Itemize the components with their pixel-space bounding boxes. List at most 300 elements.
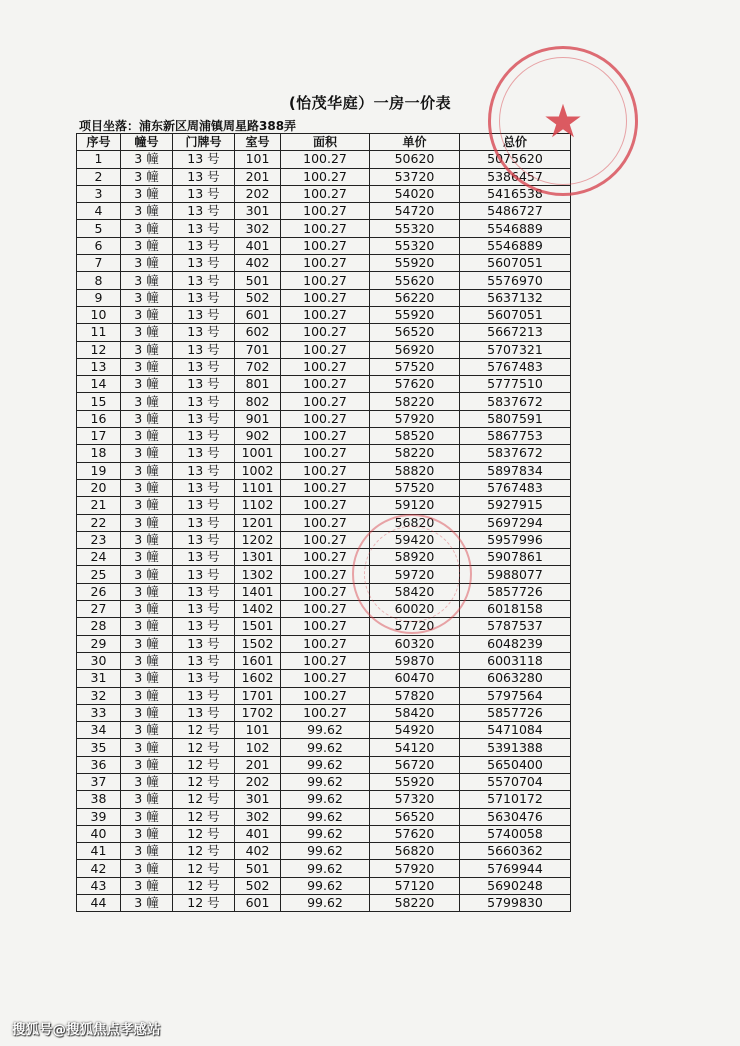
table-row (77, 843, 571, 860)
table-cell: 57520 (370, 358, 460, 375)
table-row (77, 531, 571, 548)
table-cell: 502 (235, 289, 281, 306)
table-row (77, 739, 571, 756)
table-cell: 1101 (235, 479, 281, 496)
table-cell: 12 号 (173, 843, 235, 860)
table-row (77, 376, 571, 393)
table-cell: 3 幢 (121, 687, 173, 704)
table-cell: 3 幢 (121, 808, 173, 825)
table-cell: 5570704 (460, 773, 571, 790)
table-cell: 56520 (370, 324, 460, 341)
table-cell: 100.27 (281, 168, 370, 185)
table-cell: 58220 (370, 895, 460, 912)
table-cell: 59870 (370, 652, 460, 669)
table-cell: 3 幢 (121, 722, 173, 739)
table-cell: 5 (77, 220, 121, 237)
table-cell: 5660362 (460, 843, 571, 860)
table-cell: 58420 (370, 583, 460, 600)
table-cell: 33 (77, 704, 121, 721)
table-cell: 99.62 (281, 895, 370, 912)
table-cell: 44 (77, 895, 121, 912)
header-cell: 幢号 (121, 134, 173, 151)
table-cell: 99.62 (281, 843, 370, 860)
table-cell: 3 幢 (121, 497, 173, 514)
table-cell: 60020 (370, 601, 460, 618)
table-cell: 58220 (370, 445, 460, 462)
table-cell: 6018158 (460, 601, 571, 618)
table-cell: 5707321 (460, 341, 571, 358)
table-cell: 55920 (370, 773, 460, 790)
table-cell: 56720 (370, 756, 460, 773)
table-cell: 58920 (370, 549, 460, 566)
table-cell: 3 幢 (121, 704, 173, 721)
table-cell: 5576970 (460, 272, 571, 289)
table-cell: 5807591 (460, 410, 571, 427)
table-cell: 13 号 (173, 185, 235, 202)
table-cell: 12 号 (173, 791, 235, 808)
table-cell: 3 幢 (121, 220, 173, 237)
table-cell: 3 幢 (121, 376, 173, 393)
table-cell: 5857726 (460, 583, 571, 600)
table-cell: 3 幢 (121, 895, 173, 912)
table-row (77, 808, 571, 825)
table-cell: 3 幢 (121, 583, 173, 600)
table-row (77, 306, 571, 323)
table-cell: 3 幢 (121, 306, 173, 323)
table-row (77, 652, 571, 669)
table-cell: 6003118 (460, 652, 571, 669)
table-cell: 6063280 (460, 670, 571, 687)
table-cell: 1302 (235, 566, 281, 583)
table-row (77, 722, 571, 739)
table-cell: 99.62 (281, 722, 370, 739)
table-cell: 36 (77, 756, 121, 773)
table-cell: 100.27 (281, 566, 370, 583)
table-cell: 301 (235, 203, 281, 220)
table-cell: 100.27 (281, 376, 370, 393)
table-cell: 13 号 (173, 462, 235, 479)
table-cell: 54920 (370, 722, 460, 739)
table-cell: 13 号 (173, 583, 235, 600)
table-cell: 25 (77, 566, 121, 583)
table-row (77, 497, 571, 514)
table-cell: 58820 (370, 462, 460, 479)
table-cell: 57520 (370, 479, 460, 496)
table-cell: 3 幢 (121, 151, 173, 168)
table-row (77, 860, 571, 877)
table-cell: 5740058 (460, 825, 571, 842)
table-cell: 3 幢 (121, 773, 173, 790)
table-cell: 701 (235, 341, 281, 358)
table-cell: 14 (77, 376, 121, 393)
table-cell: 100.27 (281, 306, 370, 323)
table-cell: 5650400 (460, 756, 571, 773)
table-cell: 13 号 (173, 531, 235, 548)
table-cell: 12 号 (173, 739, 235, 756)
table-cell: 100.27 (281, 531, 370, 548)
table-cell: 100.27 (281, 203, 370, 220)
table-row (77, 237, 571, 254)
table-cell: 5391388 (460, 739, 571, 756)
table-cell: 40 (77, 825, 121, 842)
table-cell: 802 (235, 393, 281, 410)
table-cell: 5697294 (460, 514, 571, 531)
table-cell: 100.27 (281, 428, 370, 445)
table-cell: 3 幢 (121, 739, 173, 756)
table-cell: 402 (235, 843, 281, 860)
table-cell: 3 幢 (121, 324, 173, 341)
table-cell: 401 (235, 825, 281, 842)
table-cell: 1402 (235, 601, 281, 618)
table-cell: 100.27 (281, 341, 370, 358)
table-cell: 100.27 (281, 618, 370, 635)
table-row (77, 462, 571, 479)
table-row (77, 428, 571, 445)
table-cell: 201 (235, 168, 281, 185)
header-cell: 单价 (370, 134, 460, 151)
table-cell: 56820 (370, 514, 460, 531)
header-cell: 室号 (235, 134, 281, 151)
table-cell: 3 幢 (121, 566, 173, 583)
table-cell: 5857726 (460, 704, 571, 721)
table-cell: 3 幢 (121, 825, 173, 842)
table-row (77, 220, 571, 237)
table-cell: 99.62 (281, 860, 370, 877)
table-cell: 31 (77, 670, 121, 687)
seal-star-icon: ★ (542, 94, 584, 148)
table-cell: 11 (77, 324, 121, 341)
table-cell: 100.27 (281, 358, 370, 375)
table-cell: 100.27 (281, 601, 370, 618)
table-cell: 42 (77, 860, 121, 877)
table-cell: 1002 (235, 462, 281, 479)
table-cell: 54120 (370, 739, 460, 756)
table-cell: 22 (77, 514, 121, 531)
table-cell: 13 号 (173, 687, 235, 704)
table-cell: 3 幢 (121, 185, 173, 202)
table-cell: 32 (77, 687, 121, 704)
table-cell: 202 (235, 185, 281, 202)
table-cell: 202 (235, 773, 281, 790)
table-row (77, 324, 571, 341)
table-cell: 13 号 (173, 272, 235, 289)
table-cell: 1 (77, 151, 121, 168)
table-cell: 26 (77, 583, 121, 600)
table-cell: 99.62 (281, 825, 370, 842)
table-cell: 13 (77, 358, 121, 375)
table-cell: 38 (77, 791, 121, 808)
table-cell: 55320 (370, 237, 460, 254)
table-cell: 57320 (370, 791, 460, 808)
table-cell: 801 (235, 376, 281, 393)
table-cell: 12 号 (173, 722, 235, 739)
table-cell: 4 (77, 203, 121, 220)
table-cell: 5710172 (460, 791, 571, 808)
table-cell: 53720 (370, 168, 460, 185)
table-cell: 13 号 (173, 428, 235, 445)
table-row (77, 445, 571, 462)
table-cell: 57920 (370, 410, 460, 427)
table-cell: 6 (77, 237, 121, 254)
table-cell: 1301 (235, 549, 281, 566)
table-cell: 16 (77, 410, 121, 427)
table-cell: 100.27 (281, 151, 370, 168)
table-cell: 21 (77, 497, 121, 514)
table-cell: 100.27 (281, 704, 370, 721)
table-row (77, 773, 571, 790)
table-cell: 5630476 (460, 808, 571, 825)
table-cell: 5486727 (460, 203, 571, 220)
table-cell: 56820 (370, 843, 460, 860)
table-row (77, 341, 571, 358)
table-cell: 58420 (370, 704, 460, 721)
table-cell: 100.27 (281, 583, 370, 600)
table-cell: 60320 (370, 635, 460, 652)
table-cell: 100.27 (281, 549, 370, 566)
table-cell: 601 (235, 895, 281, 912)
table-cell: 100.27 (281, 324, 370, 341)
table-row (77, 791, 571, 808)
table-cell: 5837672 (460, 445, 571, 462)
table-cell: 3 幢 (121, 272, 173, 289)
page-title: (怡茂华庭）一房一价表 (288, 94, 452, 112)
table-cell: 99.62 (281, 791, 370, 808)
table-cell: 3 幢 (121, 428, 173, 445)
table-cell: 99.62 (281, 808, 370, 825)
table-cell: 5607051 (460, 306, 571, 323)
table-cell: 3 幢 (121, 618, 173, 635)
table-cell: 28 (77, 618, 121, 635)
table-cell: 5690248 (460, 877, 571, 894)
table-cell: 101 (235, 722, 281, 739)
table-cell: 3 幢 (121, 860, 173, 877)
table-row (77, 635, 571, 652)
table-body (77, 151, 571, 912)
table-cell: 3 幢 (121, 445, 173, 462)
table-cell: 3 幢 (121, 393, 173, 410)
table-cell: 100.27 (281, 220, 370, 237)
table-cell: 56920 (370, 341, 460, 358)
table-cell: 12 号 (173, 877, 235, 894)
header-cell: 序号 (77, 134, 121, 151)
table-cell: 5767483 (460, 479, 571, 496)
table-row (77, 410, 571, 427)
table-cell: 100.27 (281, 687, 370, 704)
table-cell: 5416538 (460, 185, 571, 202)
table-cell: 5837672 (460, 393, 571, 410)
table-cell: 5927915 (460, 497, 571, 514)
table-row (77, 255, 571, 272)
table-cell: 13 号 (173, 549, 235, 566)
table-cell: 5907861 (460, 549, 571, 566)
table-cell: 17 (77, 428, 121, 445)
table-cell: 100.27 (281, 410, 370, 427)
table-cell: 13 号 (173, 393, 235, 410)
table-cell: 59420 (370, 531, 460, 548)
table-cell: 3 幢 (121, 877, 173, 894)
table-row (77, 618, 571, 635)
table-cell: 5897834 (460, 462, 571, 479)
table-cell: 100.27 (281, 670, 370, 687)
table-cell: 12 号 (173, 860, 235, 877)
table-row (77, 583, 571, 600)
project-location: 项目坐落：浦东新区周浦镇周星路388弄 (79, 119, 297, 133)
table-cell: 39 (77, 808, 121, 825)
table-cell: 54720 (370, 203, 460, 220)
table-cell: 13 号 (173, 376, 235, 393)
table-cell: 3 幢 (121, 514, 173, 531)
table-row (77, 203, 571, 220)
table-cell: 55920 (370, 255, 460, 272)
table-row (77, 514, 571, 531)
table-cell: 13 号 (173, 255, 235, 272)
table-cell: 5777510 (460, 376, 571, 393)
table-cell: 1602 (235, 670, 281, 687)
table-row (77, 566, 571, 583)
table-cell: 100.27 (281, 272, 370, 289)
table-cell: 13 号 (173, 445, 235, 462)
faint-seal-inner-ring (364, 526, 460, 622)
table-cell: 59720 (370, 566, 460, 583)
table-cell: 3 幢 (121, 255, 173, 272)
table-cell: 100.27 (281, 185, 370, 202)
table-cell: 99.62 (281, 756, 370, 773)
table-cell: 3 幢 (121, 410, 173, 427)
table-cell: 12 号 (173, 895, 235, 912)
table-cell: 5607051 (460, 255, 571, 272)
table-cell: 100.27 (281, 514, 370, 531)
table-row (77, 704, 571, 721)
table-cell: 13 号 (173, 151, 235, 168)
table-cell: 12 (77, 341, 121, 358)
table-cell: 13 号 (173, 203, 235, 220)
company-seal (488, 46, 638, 196)
table-cell: 55320 (370, 220, 460, 237)
table-cell: 12 号 (173, 756, 235, 773)
table-cell: 13 号 (173, 410, 235, 427)
table-cell: 5546889 (460, 220, 571, 237)
table-cell: 13 号 (173, 479, 235, 496)
table-row (77, 479, 571, 496)
table-cell: 23 (77, 531, 121, 548)
table-cell: 3 幢 (121, 479, 173, 496)
table-cell: 15 (77, 393, 121, 410)
table-cell: 54020 (370, 185, 460, 202)
table-cell: 57620 (370, 376, 460, 393)
table-row (77, 601, 571, 618)
table-cell: 100.27 (281, 255, 370, 272)
table-cell: 5386457 (460, 168, 571, 185)
table-cell: 13 号 (173, 341, 235, 358)
table-cell: 13 号 (173, 566, 235, 583)
watermark: 搜狐号@搜狐焦点孝感站 (12, 1022, 161, 1038)
table-cell: 99.62 (281, 739, 370, 756)
table-cell: 5797564 (460, 687, 571, 704)
table-row (77, 756, 571, 773)
table-cell: 1701 (235, 687, 281, 704)
table-cell: 3 幢 (121, 289, 173, 306)
table-cell: 58520 (370, 428, 460, 445)
table-cell: 100.27 (281, 445, 370, 462)
table-row (77, 825, 571, 842)
table-cell: 5667213 (460, 324, 571, 341)
table-cell: 1702 (235, 704, 281, 721)
table-cell: 2 (77, 168, 121, 185)
table-cell: 301 (235, 791, 281, 808)
price-table (76, 133, 571, 912)
table-cell: 50620 (370, 151, 460, 168)
table-cell: 10 (77, 306, 121, 323)
table-cell: 100.27 (281, 289, 370, 306)
table-row (77, 272, 571, 289)
table-cell: 100.27 (281, 497, 370, 514)
header-cell: 总价 (460, 134, 571, 151)
table-cell: 13 号 (173, 635, 235, 652)
table-cell: 3 幢 (121, 462, 173, 479)
table-cell: 12 号 (173, 825, 235, 842)
table-cell: 57720 (370, 618, 460, 635)
table-cell: 29 (77, 635, 121, 652)
table-cell: 9 (77, 289, 121, 306)
table-cell: 55920 (370, 306, 460, 323)
table-cell: 3 幢 (121, 549, 173, 566)
table-cell: 3 幢 (121, 531, 173, 548)
table-row (77, 358, 571, 375)
table-cell: 102 (235, 739, 281, 756)
table-cell: 1501 (235, 618, 281, 635)
table-cell: 57620 (370, 825, 460, 842)
table-cell: 100.27 (281, 652, 370, 669)
table-cell: 19 (77, 462, 121, 479)
table-cell: 3 幢 (121, 635, 173, 652)
table-cell: 901 (235, 410, 281, 427)
table-cell: 402 (235, 255, 281, 272)
table-cell: 3 幢 (121, 756, 173, 773)
table-cell: 59120 (370, 497, 460, 514)
table-cell: 3 幢 (121, 652, 173, 669)
table-row (77, 549, 571, 566)
table-row (77, 687, 571, 704)
table-cell: 8 (77, 272, 121, 289)
table-cell: 3 幢 (121, 168, 173, 185)
table-row (77, 393, 571, 410)
table-cell: 37 (77, 773, 121, 790)
table-cell: 3 幢 (121, 341, 173, 358)
table-cell: 501 (235, 860, 281, 877)
table-cell: 18 (77, 445, 121, 462)
table-cell: 13 号 (173, 306, 235, 323)
table-row (77, 289, 571, 306)
table-cell: 5799830 (460, 895, 571, 912)
table-cell: 99.62 (281, 877, 370, 894)
table-cell: 13 号 (173, 670, 235, 687)
table-cell: 3 幢 (121, 237, 173, 254)
table-cell: 13 号 (173, 168, 235, 185)
table-cell: 3 幢 (121, 670, 173, 687)
table-cell: 1102 (235, 497, 281, 514)
table-row (77, 877, 571, 894)
table-cell: 56220 (370, 289, 460, 306)
table-cell: 100.27 (281, 393, 370, 410)
table-cell: 3 幢 (121, 203, 173, 220)
table-cell: 60470 (370, 670, 460, 687)
table-cell: 13 号 (173, 358, 235, 375)
table-cell: 302 (235, 808, 281, 825)
table-cell: 5767483 (460, 358, 571, 375)
table-row (77, 895, 571, 912)
table-cell: 12 号 (173, 808, 235, 825)
table-cell: 401 (235, 237, 281, 254)
